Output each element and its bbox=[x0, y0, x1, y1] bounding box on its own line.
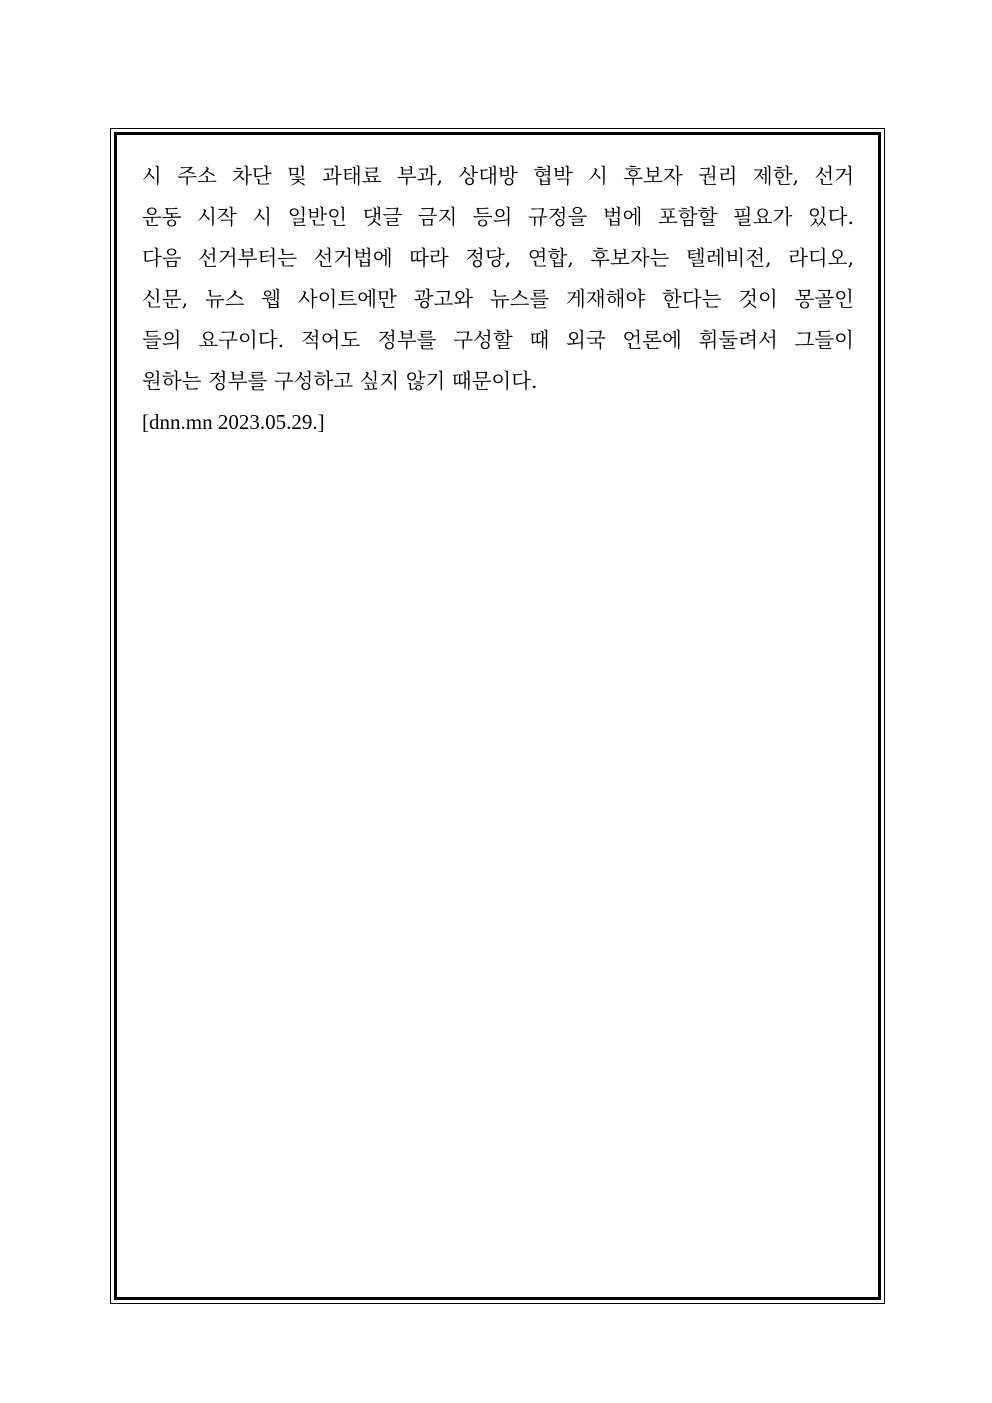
text-line: 신문, 뉴스 웹 사이트에만 광고와 뉴스를 게재해야 한다는 것이 몽골인 bbox=[142, 287, 854, 311]
text-line: 들의 요구이다. 적어도 정부를 구성할 때 외국 언론에 휘둘려서 그들이 bbox=[142, 328, 854, 352]
text-line: 운동 시작 시 일반인 댓글 금지 등의 규정을 법에 포함할 필요가 있다. bbox=[142, 205, 854, 229]
text-line: 원하는 정부를 구성하고 싶지 않기 때문이다. bbox=[142, 369, 538, 393]
text-line: 시 주소 차단 및 과태료 부과, 상대방 협박 시 후보자 권리 제한, 선거 bbox=[142, 164, 854, 188]
text-line: 다음 선거부터는 선거법에 따라 정당, 연합, 후보자는 텔레비전, 라디오, bbox=[142, 246, 854, 270]
article-text bbox=[142, 158, 854, 445]
source-citation: [dnn.mn 2023.05.29.] bbox=[142, 410, 325, 434]
